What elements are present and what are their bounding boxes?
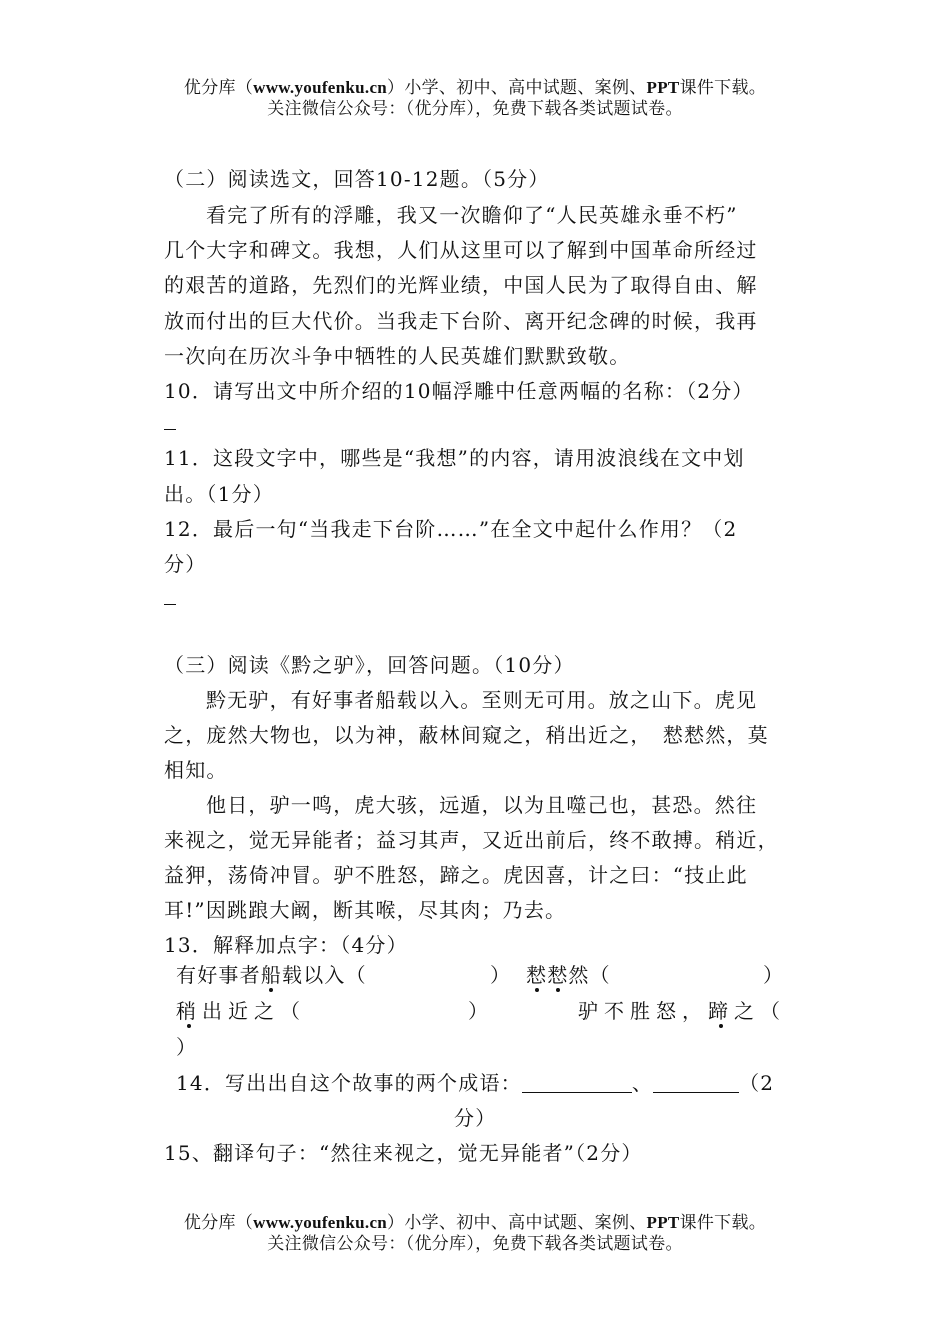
q13-item-b: 慭慭然（ [526,963,611,987]
section3-para1-line: 相知。 [164,758,228,782]
section3-para2-line: 他日，驴一鸣，虎大骇，远遁，以为且噬己也，甚恐。然往 [206,793,758,817]
answer-line-q12[interactable] [164,604,176,605]
answer-blank-idiom-1[interactable] [522,1072,632,1093]
q13-item-a-close: ） [490,963,512,987]
dotted-char: 慭 [547,963,569,987]
question-13: 13．解释加点字：（4分） [164,933,408,957]
dotted-char: 稍 [176,999,202,1023]
question-14: 14．写出出自这个故事的两个成语： 、 （2 [176,1071,775,1095]
q13-item-c: 稍出近之（ [176,999,306,1023]
header-url: www.youfenku.cn [253,78,388,97]
q13-item-b-close: ） [763,963,785,987]
q13-item-d: 驴不胜怒，蹄之（ [578,999,786,1023]
q13-item-c-close: ） [468,999,490,1023]
section2-title: （二）阅读选文，回答10-12题。（5分） [164,167,550,191]
section2-passage-line: 放而付出的巨大代价。当我走下台阶、离开纪念碑的时候，我再 [164,309,758,333]
question-10: 10．请写出文中所介绍的10幅浮雕中任意两幅的名称：（2分） [164,379,754,403]
question-15: 15、翻译句子：“然往来视之，觉无异能者”（2分） [164,1141,643,1165]
footer-line-2: 关注微信公众号：（优分库），免费下载各类试题试卷。 [267,1234,683,1254]
section2-passage-line: 的艰苦的道路，先烈们的光辉业绩，中国人民为了取得自由、解 [164,273,758,297]
dotted-char: 慭 [526,963,548,987]
dotted-char: 船 [260,963,283,987]
question-11-cont: 出。（1分） [164,482,274,506]
question-11: 11．这段文字中，哪些是“我想”的内容，请用波浪线在文中划 [164,446,745,470]
section3-para1-line: 黔无驴，有好事者船载以入。至则无可用。放之山下。虎见 [206,688,758,712]
question-14-cont: 分） [454,1106,497,1130]
section3-para2-line: 益狎，荡倚冲冒。驴不胜怒，蹄之。虎因喜，计之曰：“技止此 [164,863,748,887]
section3-para2-line: 耳!”因跳踉大阚，断其喉，尽其肉；乃去。 [164,898,567,922]
section2-passage-line: 几个大字和碑文。我想，人们从这里可以了解到中国革命所经过 [164,238,758,262]
footer-url: www.youfenku.cn [253,1213,388,1232]
footer-line-1: 优分库（www.youfenku.cn）小学、初中、高中试题、案例、PPT课件下载。 [183,1213,767,1233]
q13-item-a: 有好事者船载以入（ [176,963,367,987]
section3-para2-line: 来视之，觉无异能者；益习其声，又近出前后，终不敢搏。稍近， [164,828,779,852]
answer-line-q10[interactable] [164,429,176,430]
question-12: 12．最后一句“当我走下台阶……”在全文中起什么作用？（2 [164,517,738,541]
header-line-1: 优分库（www.youfenku.cn）小学、初中、高中试题、案例、PPT课件下载。 [183,78,767,98]
section2-passage-line: 看完了所有的浮雕，我又一次瞻仰了“人民英雄永垂不朽” [206,203,738,227]
header-line-2: 关注微信公众号：（优分库），免费下载各类试题试卷。 [267,99,683,119]
section3-title: （三）阅读《黔之驴》，回答问题。（10分） [164,653,575,677]
dotted-char: 蹄 [708,999,734,1023]
section2-passage-line: 一次向在历次斗争中牺牲的人民英雄们默默致敬。 [164,344,631,368]
question-12-cont: 分） [164,552,207,576]
answer-blank-idiom-2[interactable] [653,1072,739,1093]
q13-item-d-close: ） [176,1035,198,1059]
section3-para1-line: 之，庞然大物也，以为神，蔽林间窥之，稍出近之， 慭慭然，莫 [164,723,769,747]
